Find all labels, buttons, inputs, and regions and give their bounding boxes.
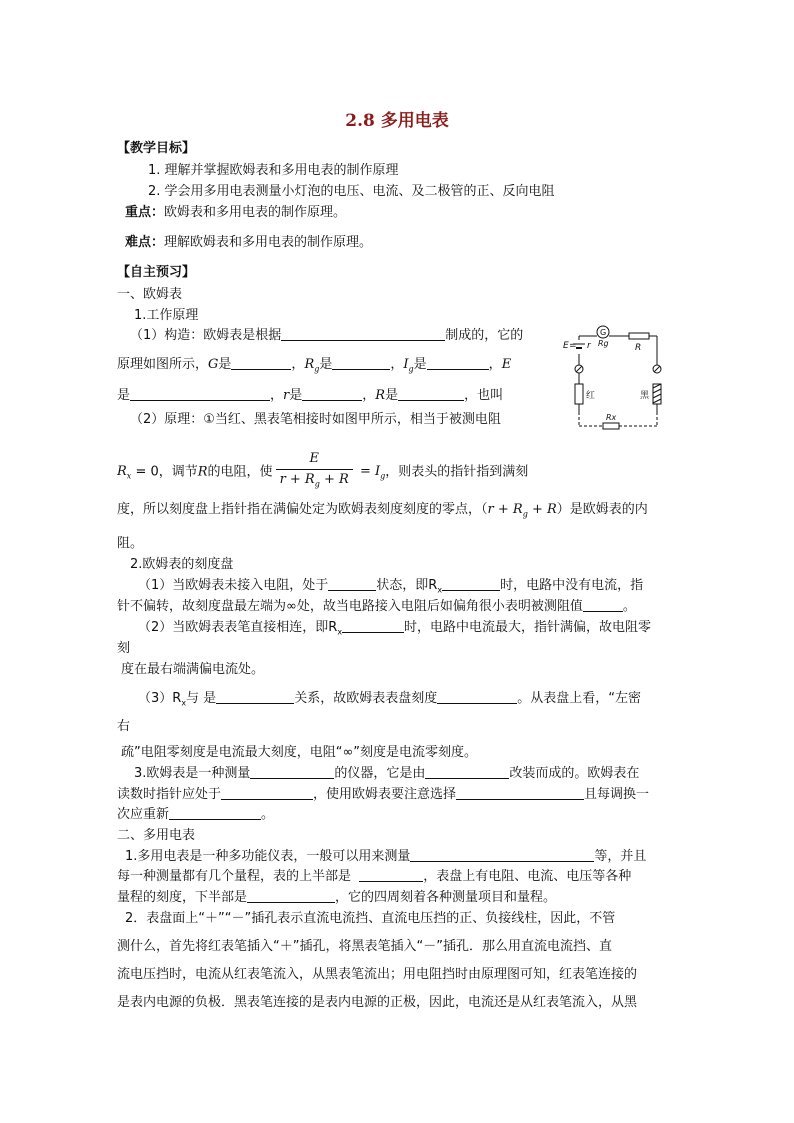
multimeter-line-2: 每一种测量都有几个量程，表的上半部是 ，表盘上有电阻、电流、电压等各种 (117, 869, 632, 884)
rx-label: Rx (606, 413, 617, 422)
answer-blank[interactable] (359, 868, 423, 882)
current-formula: $\frac{E}{r + R_g + R}$ (276, 450, 353, 494)
goal-1: 1. 理解并掌握欧姆表和多用电表的制作原理 (148, 163, 399, 178)
answer-blank[interactable] (437, 690, 517, 704)
emf-label: E (563, 341, 569, 351)
page-title: 2.8 多用电表 (345, 111, 449, 131)
answer-blank[interactable] (410, 848, 594, 862)
dial-line-2: 针不偏转，故刻度盘最左端为∞处，故当电路接入电阻后如偏角很小表明被测阻值 。 (117, 599, 636, 614)
dial-line-8: 疏”电阻零刻度是电流最大刻度，电阻“∞”刻度是电流零刻度。 (121, 745, 478, 760)
goal-2: 2. 学会用多用电表测量小灯泡的电压、电流、及二极管的正、反向电阻 (148, 184, 555, 199)
dial-line-4: 刻 (117, 641, 131, 656)
answer-blank[interactable] (221, 786, 313, 800)
answer-blank[interactable] (342, 619, 404, 633)
construction-line: （1）构造：欧姆表是根据 制成的，它的 (130, 328, 524, 343)
resistor-r (629, 333, 649, 339)
section-ohmmeter: 一、欧姆表 (117, 287, 183, 302)
panel-line-4: 是表内电源的负极．黑表笔连接的是表内电源的正极，因此，电流还是从红表笔流入，从黑 (117, 995, 638, 1010)
dial-line-5: 度在最右端满偏电流处。 (121, 662, 265, 677)
measure-line-2: 读数时指针应处于 ，使用欧姆表要注意选择 且每调换一 (117, 787, 650, 802)
measure-line-1: 3.欧姆表是一种测量 的仪器，它是由 改装而成的。欧姆表在 (134, 766, 640, 781)
answer-blank[interactable] (231, 356, 291, 370)
answer-blank[interactable] (250, 765, 334, 779)
answer-blank[interactable] (169, 806, 261, 820)
answer-blank[interactable] (302, 387, 362, 401)
principle-formula-line: $R_x = 0$，调节R的电阻，使 $\frac{E}{r + R_g + R}$ = $I_g$，则表头的指针指到满刻 (117, 450, 528, 494)
teaching-goals-heading: 【教学目标】 (117, 141, 196, 156)
principle-line-1: （2）原理：①当红、黑表笔相接时如图甲所示，相当于被测电阻 (130, 412, 501, 427)
working-principle: 1.工作原理 (134, 308, 199, 323)
svg-text:=: = (569, 341, 577, 351)
panel-line-1: 2．表盘面上“＋”“－”插孔表示直流电流挡、直流电压挡的正、负接线柱，因此，不管 (125, 911, 616, 926)
answer-blank[interactable] (442, 577, 500, 591)
answer-blank[interactable] (216, 690, 294, 704)
difficult-point: 难点：理解欧姆表和多用电表的制作原理。 (125, 235, 373, 250)
measure-line-3: 次应重新 。 (117, 807, 275, 822)
answer-blank[interactable] (427, 356, 489, 370)
zero-point-line: 度，所以刻度盘上指针指在满偏处定为欧姆表刻度刻度的零点，$(r + R_g + R)$是欧姆表的内 (117, 502, 648, 519)
dial-line-3: （2）当欧姆表表笔直接相连，即$R_x$ 时，电路中电流最大，指针满偏，故电阻零 (138, 620, 652, 637)
section-multimeter: 二、多用电表 (117, 828, 196, 843)
dial-line-1: （1）当欧姆表未接入电阻，处于 状态，即$R_x$ 时，电路中没有电流，指 (138, 578, 644, 595)
resistor-rx (603, 423, 619, 429)
red-probe (575, 384, 583, 404)
answer-blank[interactable] (281, 327, 445, 341)
self-study-heading: 【自主预习】 (117, 265, 196, 280)
answer-blank[interactable] (328, 577, 376, 591)
panel-line-3: 流电压挡时，电流从红表笔流入，从黑表笔流出；用电阻挡时由原理图可知，红表笔连接的 (117, 967, 638, 982)
answer-blank[interactable] (398, 387, 464, 401)
principle-figure-line: 原理如图所示，G是 ，$R_g$是 ，$I_g$是 ，E (117, 357, 512, 374)
key-point: 重点：欧姆表和多用电表的制作原理。 (125, 205, 347, 220)
internal-r-label: r (587, 341, 591, 351)
panel-line-2: 测什么，首先将红表笔插入“＋”插孔，将黑表笔插入“－”插孔．那么用直流电流挡、直 (117, 939, 612, 954)
multimeter-line-3: 量程的刻度，下半部是 ，它的四周刻着各种测量项目和量程。 (117, 890, 557, 905)
component-line: 是 ，r是 ，R是 ，也叫 (117, 388, 504, 403)
resistor-r-label: R (635, 343, 642, 353)
dial-line-7: 右 (117, 719, 131, 734)
answer-blank[interactable] (583, 598, 623, 612)
multimeter-line-1: 1.多用电表是一种多功能仪表，一般可以用来测量 等，并且 (125, 849, 647, 864)
galvanometer-label: G (600, 328, 607, 337)
ohmmeter-circuit-diagram (563, 322, 683, 434)
internal-resistance-line: 阻。 (117, 536, 144, 551)
answer-blank[interactable] (332, 356, 390, 370)
answer-blank[interactable] (456, 786, 584, 800)
answer-blank[interactable] (247, 889, 335, 903)
red-probe-label: 红 (586, 391, 596, 401)
black-probe-label: 黑 (640, 391, 650, 401)
dial-line-6: $(3)R_x$与 是 关系，故欧姆表表盘刻度 。从表盘上看，“左密 (138, 691, 641, 708)
dial-heading: 2.欧姆表的刻度盘 (130, 557, 234, 572)
rg-label: Rg (598, 339, 609, 348)
answer-blank[interactable] (425, 765, 509, 779)
answer-blank[interactable] (130, 387, 270, 401)
